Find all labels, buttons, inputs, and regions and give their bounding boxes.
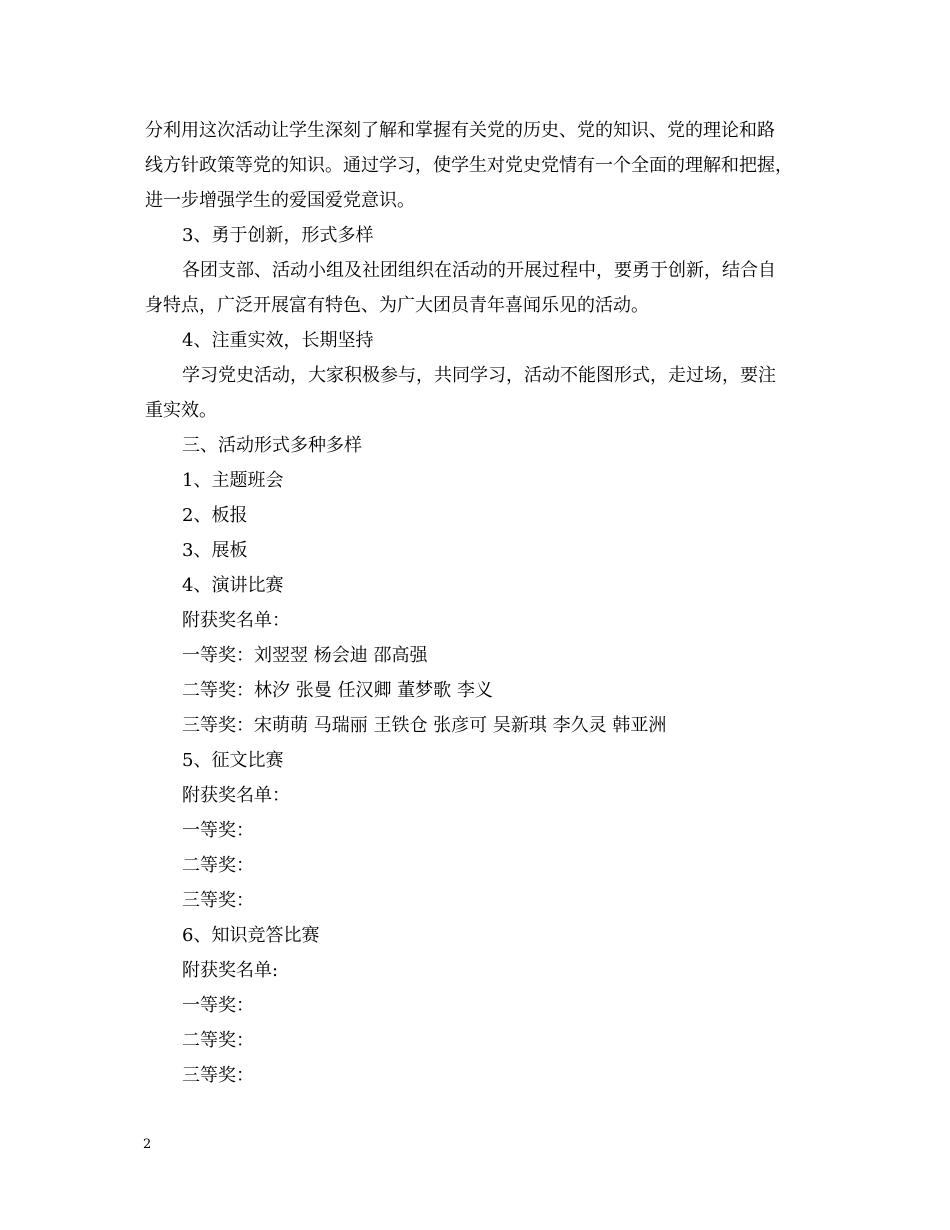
award-line: 二等奖： <box>182 855 254 876</box>
list-item-text: 6、知识竞答比赛 <box>182 925 320 946</box>
award-list-heading <box>145 603 810 638</box>
award-third-prize <box>145 708 810 743</box>
list-item-text: 1、主题班会 <box>182 470 284 491</box>
award-line: 二等奖： <box>182 1030 254 1051</box>
award-second-prize <box>145 1023 810 1058</box>
heading-line: 三、活动形式多种多样 <box>182 435 362 456</box>
text-line: 各团支部、活动小组及社团组织在活动的开展过程中，要勇于创新，结合自 <box>182 260 776 281</box>
award-third-prize <box>145 883 810 918</box>
text-line: 身特点，广泛开展富有特色、为广大团员青年喜闻乐见的活动。 <box>145 295 649 316</box>
award-line: 一等奖：刘翌翌 杨会迪 邵高强 <box>182 645 428 666</box>
award-first-prize <box>145 813 810 848</box>
list-item <box>145 463 810 498</box>
heading-line: 3、勇于创新，形式多样 <box>182 225 374 246</box>
award-line: 三等奖： <box>182 890 254 911</box>
award-third-prize <box>145 1058 810 1093</box>
section-heading-effectiveness <box>145 323 810 358</box>
award-line: 一等奖： <box>182 820 254 841</box>
document-body <box>145 113 810 1093</box>
award-second-prize <box>145 673 810 708</box>
award-list-heading-text: 附获奖名单： <box>182 610 290 631</box>
list-item <box>145 568 810 603</box>
award-list-heading-text: 附获奖名单: <box>182 960 279 981</box>
list-item-text: 4、演讲比赛 <box>182 575 284 596</box>
award-list-heading <box>145 778 810 813</box>
list-item <box>145 743 810 778</box>
list-item <box>145 918 810 953</box>
award-second-prize <box>145 848 810 883</box>
award-list-heading <box>145 953 810 988</box>
list-item <box>145 498 810 533</box>
award-line: 三等奖： <box>182 1065 254 1086</box>
list-item-text: 5、征文比赛 <box>182 750 284 771</box>
paragraph-continued-intro <box>145 113 810 218</box>
heading-line: 4、注重实效，长期坚持 <box>182 330 374 351</box>
text-line: 学习党史活动，大家积极参与，共同学习，活动不能图形式，走过场，要注 <box>182 365 776 386</box>
award-line: 二等奖：林汐 张曼 任汉卿 董梦歌 李义 <box>182 680 493 701</box>
text-line: 分利用这次活动让学生深刻了解和掌握有关党的历史、党的知识、党的理论和路 <box>145 120 775 141</box>
text-line: 线方针政策等党的知识。通过学习，使学生对党史党情有一个全面的理解和把握， <box>145 155 793 176</box>
award-line: 三等奖：宋萌萌 马瑞丽 王铁仓 张彦可 吴新琪 李久灵 韩亚洲 <box>182 715 667 736</box>
section-heading-activity-forms <box>145 428 810 463</box>
award-first-prize <box>145 988 810 1023</box>
list-item <box>145 533 810 568</box>
paragraph-innovation <box>145 253 810 323</box>
paragraph-effectiveness <box>145 358 810 428</box>
page-number: 2 <box>143 1137 152 1152</box>
list-item-text: 2、板报 <box>182 505 248 526</box>
list-item-text: 3、展板 <box>182 540 248 561</box>
award-line: 一等奖： <box>182 995 254 1016</box>
award-list-heading-text: 附获奖名单： <box>182 785 290 806</box>
award-first-prize <box>145 638 810 673</box>
text-line: 重实效。 <box>145 400 217 421</box>
text-line: 进一步增强学生的爱国爱党意识。 <box>145 190 415 211</box>
section-heading-innovation <box>145 218 810 253</box>
